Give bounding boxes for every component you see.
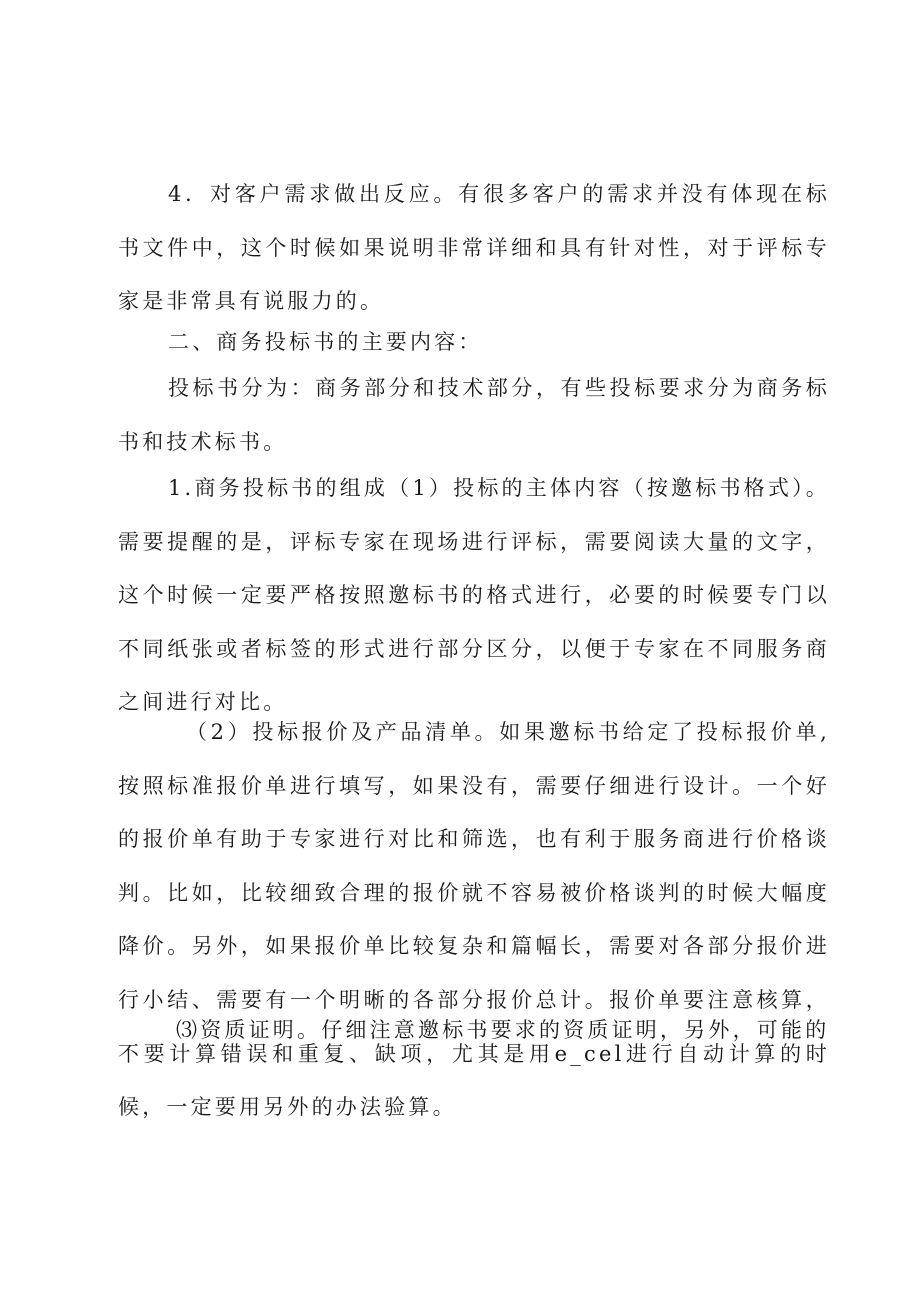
section-heading-business-bid: 二、商务投标书的主要内容：	[168, 330, 483, 354]
paragraph-bid-composition: 1.商务投标书的组成（1）投标的主体内容（按邀标书格式）。需要提醒的是，评标专家在现场进行评标，需要阅读大量的文字，这个时候一定要严格按照邀标书的格式进行，必要的时候要专门以不同纸张或者标签的形式进行部分区分，以便于专家在不同服务商之间进行对比。	[118, 476, 830, 715]
paragraph-client-needs: 4．对客户需求做出反应。有很多客户的需求并没有体现在标书文件中，这个时候如果说明非常详细和具有针对性，对于评标专家是非常具有说服力的。	[118, 182, 830, 314]
paragraph-bid-parts: 投标书分为：商务部分和技术部分，有些投标要求分为商务标书和技术标书。	[118, 376, 830, 454]
paragraph-qualification-proof: ⑶资质证明。仔细注意邀标书要求的资质证明，另外，可能的	[176, 1018, 830, 1042]
paragraph-quotation-list: （2）投标报价及产品清单。如果邀标书给定了投标报价单,按照标准报价单进行填写，如果没有，需要仔细进行设计。一个好的报价单有助于专家进行对比和筛选，也有利于服务商进行价格谈判。比如，比较细致合理的报价就不容易被价格谈判的时候大幅度降价。另外，如果报价单比较复杂和篇幅长，需要对各部分报价进行小结、需要有一个明晰的各部分报价总计。报价单要注意核算，不要计算错误和重复、缺项，尤其是用e_cel进行自动计算的时候，一定要用另外的办法验算。	[118, 720, 830, 1120]
